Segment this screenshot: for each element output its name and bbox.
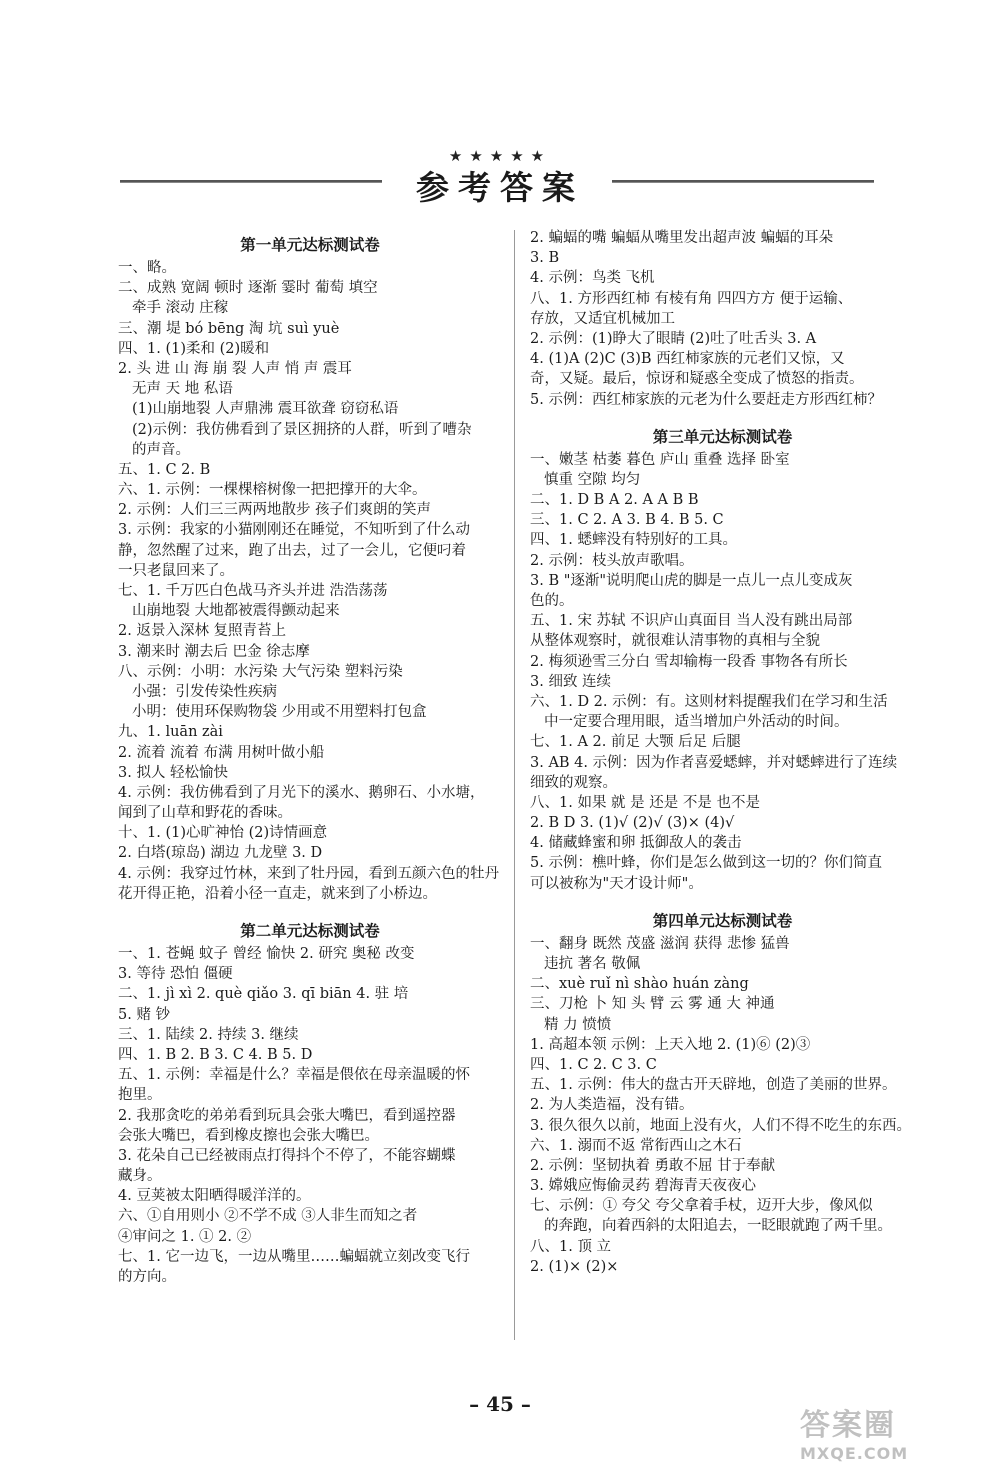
answer-line: 3. B	[530, 250, 560, 267]
answer-line: 5. 赌 钞	[118, 1006, 171, 1023]
column-divider	[514, 230, 515, 1340]
answer-line: 小明：使用环保购物袋 少用或不用塑料打包盒	[132, 704, 427, 721]
answer-line: 2. (1)× (2)×	[530, 1258, 619, 1275]
answer-line: 十、1. (1)心旷神怡 (2)诗情画意	[118, 825, 328, 842]
answer-line: 3. 花朵自己已经被雨点打得抖个不停了，不能容蝴蝶	[118, 1147, 456, 1164]
answer-line: 2. 头 进 山 海 崩 裂 人声 悄 声 震耳	[118, 360, 352, 377]
answer-line: 静，忽然醒了过来，跑了出去，过了一会儿，它便叼着	[118, 542, 466, 559]
section-title: 第一单元达标测试卷	[240, 236, 380, 254]
answer-line: 四、1. 蟋蟀没有特别好的工具。	[530, 532, 737, 549]
answer-line: 六、1. 溺而不返 常衔西山之木石	[530, 1137, 742, 1154]
answer-line: ④审问之 1. ① 2. ②	[118, 1228, 252, 1245]
answer-line: 三、潮 堤 bó bēng 淘 坑 suì yuè	[118, 320, 340, 337]
answer-line: 色的。	[530, 593, 574, 609]
watermark-url-text: MXQE.COM	[800, 1444, 909, 1463]
answer-line: 六、1. D 2. 示例：有。这则材料提醒我们在学习和生活	[530, 693, 888, 710]
title-rule-right	[612, 180, 874, 183]
answer-line: 5. 示例：西红柿家族的元老为什么要赶走方形西红柿？	[530, 391, 882, 408]
section-spacer	[530, 894, 915, 904]
section-title: 第二单元达标测试卷	[240, 922, 380, 940]
answer-line: 3. 很久很久以前，地面上没有火，人们不得不吃生的东西。	[530, 1117, 911, 1134]
answer-line: 4. 储藏蜂蜜和卵 抵御敌人的袭击	[530, 835, 742, 852]
answer-line: 藏身。	[118, 1168, 162, 1185]
answer-line: 八、1. 顶 立	[530, 1238, 612, 1255]
answer-line: 精 力 愤愤	[544, 1016, 612, 1033]
title-row	[0, 162, 1000, 212]
answer-line: 2. 返景入深林 复照青苔上	[118, 623, 287, 640]
answer-line: 九、1. luān zài	[118, 724, 223, 741]
answer-line: 三、刀枪 卜 知 头 臂 云 雾 通 大 神通	[530, 996, 775, 1013]
answer-line: 2. 蝙蝠的嘴 蝙蝠从嘴里发出超声波 蝙蝠的耳朵	[530, 230, 834, 246]
answer-line: 四、1. C 2. C 3. C	[530, 1056, 657, 1073]
answer-line: 三、1. 陆续 2. 持续 3. 继续	[118, 1026, 299, 1043]
answer-line: 二、1. jì xì 2. què qiǎo 3. qī biān 4. 驻 培	[118, 986, 409, 1003]
answer-line: 2. 我那贪吃的弟弟看到玩具会张大嘴巴，看到遥控器	[118, 1107, 456, 1124]
answer-line: 3. 嫦娥应悔偷灵药 碧海青天夜夜心	[530, 1178, 757, 1195]
answer-line: 一、1. 苍蝇 蚊子 曾经 愉快 2. 研究 奥秘 改变	[118, 946, 415, 962]
answer-line: 的奔跑，向着西斜的太阳追去，一眨眼就跑了两千里。	[544, 1218, 892, 1235]
answer-line: 4. 示例：鸟类 飞机	[530, 270, 655, 287]
answer-line: 二、xuè ruǐ nì shào huán zàng	[530, 976, 749, 993]
answer-line: 小强：引发传染性疾病	[132, 683, 277, 700]
answer-line: 八、1. 如果 就 是 还是 不是 也不是	[530, 794, 760, 811]
answer-line: (2)示例：我仿佛看到了景区拥挤的人群，听到了嘈杂	[132, 421, 472, 438]
answer-line: 2. 示例：坚韧执着 勇敢不屈 甘于奉献	[530, 1157, 776, 1174]
answer-line: 五、1. 示例：伟大的盘古开天辟地，创造了美丽的世界。	[530, 1077, 897, 1094]
section-spacer	[530, 410, 915, 420]
answer-line: 3. B "逐渐"说明爬山虎的脚是一点儿一点儿变成灰	[530, 572, 853, 589]
answer-line: 山崩地裂 大地都被震得颤动起来	[132, 603, 340, 620]
answer-line: 的方向。	[118, 1269, 176, 1285]
answer-line: 4. (1)A (2)C (3)B 西红柿家族的元老们又惊，又	[530, 351, 845, 368]
answer-line: 四、1. (1)柔和 (2)暖和	[118, 340, 270, 357]
answer-line: 一、略。	[118, 260, 176, 276]
answer-line: 无声 天 地 私语	[132, 381, 233, 398]
answer-line: 可以被称为"天才设计师"。	[530, 875, 703, 892]
decorative-stars: ★★★★★	[448, 147, 552, 165]
page-number: – 45 –	[469, 1392, 531, 1416]
answer-line: 2. 梅须逊雪三分白 雪却输梅一段香 事物各有所长	[530, 653, 848, 670]
answer-line: 2. 白塔(琼岛) 湖边 九龙壁 3. D	[118, 845, 323, 862]
answer-line: 八、1. 方形西红柿 有棱有角 四四方方 便于运输、	[530, 290, 853, 307]
answer-line: 中一定要合理用眼，适当增加户外活动的时间。	[544, 714, 849, 731]
answer-line: 4. 示例：我仿佛看到了月光下的溪水、鹅卵石、小水塘，	[118, 784, 485, 801]
answer-line: 二、成熟 宽阔 顿时 逐渐 霎时 葡萄 填空	[118, 280, 378, 297]
answer-line: 一、嫩茎 枯萎 暮色 庐山 重叠 选择 卧室	[530, 451, 790, 468]
answer-line: 违抗 著名 敬佩	[544, 956, 641, 972]
answer-line: 3. 拟人 轻松愉快	[118, 764, 229, 781]
page-title: 参考答案	[416, 168, 584, 207]
answer-line: 2. B D 3. (1)√ (2)√ (3)× (4)√	[530, 815, 735, 832]
answer-line: 八、示例：小明：水污染 大气污染 塑料污染	[118, 663, 403, 680]
answer-line: 3. 细致 连续	[530, 673, 612, 690]
answer-line: 细致的观察。	[530, 774, 617, 791]
answer-line: 1. 高超本领 示例：上天入地 2. (1)⑥ (2)③	[530, 1036, 811, 1053]
section-title: 第三单元达标测试卷	[652, 427, 793, 446]
answer-line: 3. 等待 恐怕 僵硬	[118, 966, 233, 983]
answer-line: 牵手 滚动 庄稼	[132, 300, 229, 317]
answer-line: 抱里。	[118, 1087, 162, 1104]
answer-line: 4. 豆荚被太阳晒得暖洋洋的。	[118, 1188, 311, 1205]
answer-line: 七、示例：① 夸父 夸父拿着手杖，迈开大步，像风似	[530, 1198, 873, 1215]
answer-line: 一只老鼠回来了。	[118, 562, 234, 579]
answer-line: 七、1. 千万匹白色战马齐头并进 浩浩荡荡	[118, 583, 388, 599]
answer-line: 四、1. B 2. B 3. C 4. B 5. D	[118, 1046, 313, 1063]
answer-line: 存放，又适宜机械加工	[530, 310, 675, 327]
answer-line: 的声音。	[132, 441, 190, 458]
answer-line: 二、1. D B A 2. A A B B	[530, 492, 699, 509]
answer-line: 3. AB 4. 示例：因为作者喜爱蟋蟀，并对蟋蟀进行了连续	[530, 754, 898, 771]
answer-line: 慎重 空隙 均匀	[544, 471, 641, 488]
answer-line: 七、1. 它一边飞，一边从嘴里……蝙蝠就立刻改变飞行	[118, 1248, 470, 1265]
answer-line: 闻到了山草和野花的香味。	[118, 805, 292, 822]
answer-line: 从整体观察时，就很难认清事物的真相与全貌	[530, 633, 820, 650]
watermark-logo	[800, 1400, 985, 1462]
answer-line: 3. 示例：我家的小猫刚刚还在睡觉，不知听到了什么动	[118, 522, 470, 539]
answer-line: 花开得正艳，沿着小径一直走，就来到了小桥边。	[118, 885, 437, 902]
answer-line: 5. 示例：樵叶蜂，你们是怎么做到这一切的？你们简直	[530, 855, 882, 872]
answer-line: (1)山崩地裂 人声鼎沸 震耳欲聋 窃窃私语	[132, 401, 399, 418]
watermark-logo-text: 答案圈	[800, 1408, 896, 1443]
section-spacer	[118, 904, 502, 914]
answer-line: 2. 示例：人们三三两两地散步 孩子们爽朗的笑声	[118, 502, 432, 519]
answer-line: 3. 潮来时 潮去后 巴金 徐志摩	[118, 643, 310, 660]
answer-line: 七、1. A 2. 前足 大颚 后足 后腿	[530, 734, 741, 751]
answer-line: 五、1. C 2. B	[118, 461, 211, 478]
answer-line: 2. 流着 流着 布满 用树叶做小船	[118, 744, 325, 761]
answer-line: 六、1. 示例：一棵棵榕树像一把把撑开的大伞。	[118, 482, 427, 499]
answer-line: 五、1. 示例：幸福是什么？幸福是偎依在母亲温暖的怀	[118, 1067, 470, 1084]
answer-line: 会张大嘴巴，看到橡皮擦也会张大嘴巴。	[118, 1127, 379, 1144]
section-title: 第四单元达标测试卷	[652, 911, 793, 930]
answer-line: 五、1. 宋 苏轼 不识庐山真面目 当人没有跳出局部	[530, 613, 853, 630]
answer-line: 一、翻身 既然 茂盛 滋润 获得 悲惨 猛兽	[530, 935, 790, 952]
answer-line: 2. 示例：(1)睁大了眼睛 (2)吐了吐舌头 3. A	[530, 330, 817, 347]
answer-line: 奇，又疑。最后，惊讶和疑惑全变成了愤怒的指责。	[530, 371, 864, 388]
answer-line: 2. 为人类造福，没有错。	[530, 1097, 694, 1114]
answer-line: 六、①自用则小 ②不学不成 ③人非生而知之者	[118, 1208, 418, 1225]
answer-line: 三、1. C 2. A 3. B 4. B 5. C	[530, 512, 724, 529]
answer-line: 2. 示例：枝头放声歌唱。	[530, 552, 694, 569]
answer-line: 4. 示例：我穿过竹林，来到了牡丹园，看到五颜六色的牡丹	[118, 865, 499, 882]
left-column	[118, 228, 502, 1287]
right-column	[530, 228, 915, 1277]
